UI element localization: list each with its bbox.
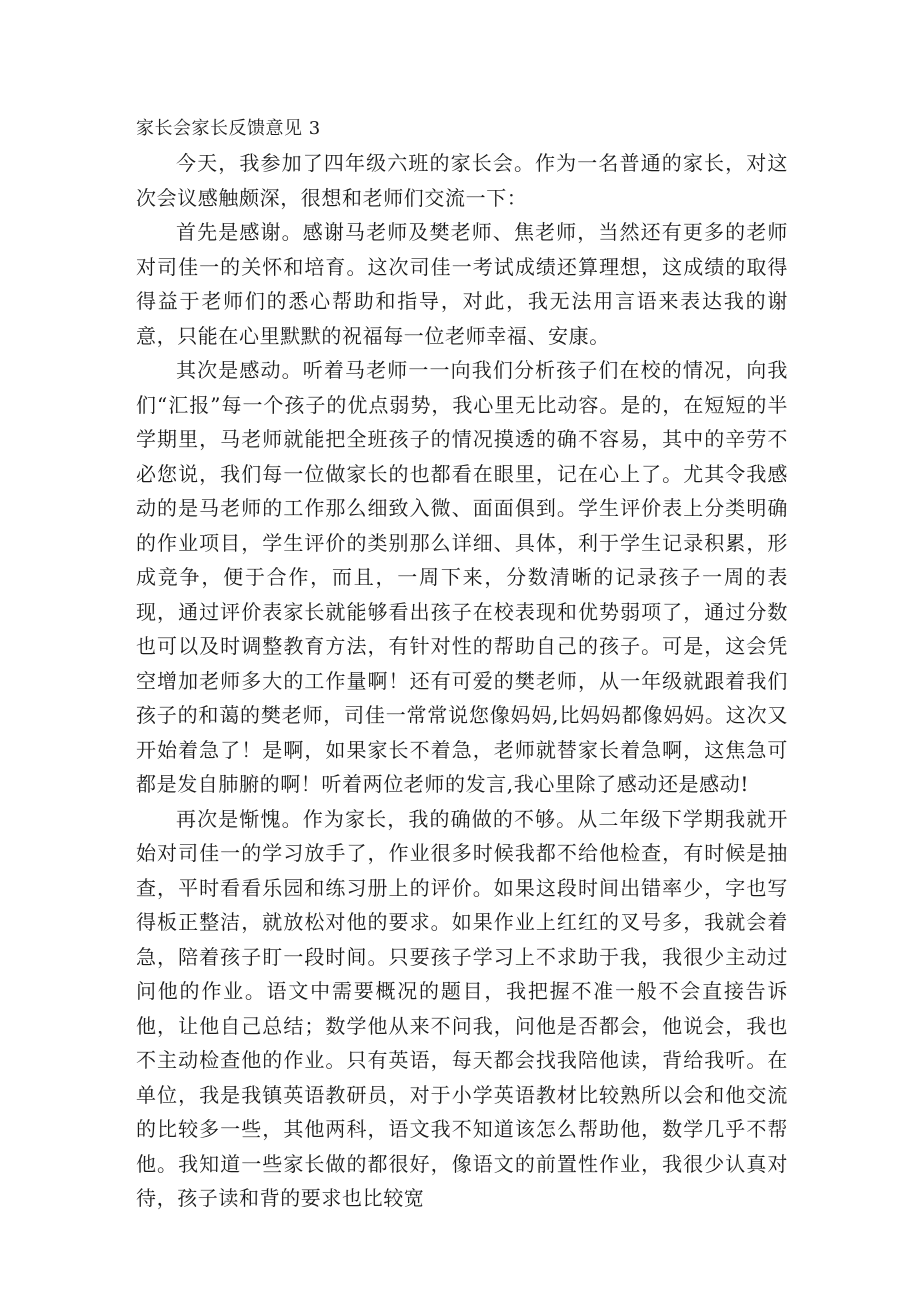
document-title: 家长会家长反馈意见 3 bbox=[136, 118, 321, 139]
paragraph-moved: 其次是感动。听着马老师一一向我们分析孩子们在校的情况，向我们“汇报”每一个孩子的优点弱势，我心里无比动容。是的，在短短的半学期里，马老师就能把全班孩子的情况摸透的确不容易，其中的辛劳不必您说，我们每一位做家长的也都看在眼里，记在心上了。尤其令我感动的是马老师的工作那么细致入微、面面俱到。学生评价表上分类明确的作业项目，学生评价的类别那么详细、具体，利于学生记录积累，形成竞争，便于合作，而且，一周下来，分数清晰的记录孩子一周的表现，通过评价表家长就能够看出孩子在校表现和优势弱项了，通过分数也可以及时调整教育方法，有针对性的帮助自己的孩子。可是，这会凭空增加老师多大的工作量啊！还有可爱的樊老师，从一年级就跟着我们孩子的和蔼的樊老师，司佳一常常说您像妈妈,比妈妈都像妈妈。这次又开始着急了！是啊，如果家长不着急，老师就替家长着急啊，这焦急可都是发自肺腑的啊！听着两位老师的发言,我心里除了感动还是感动! bbox=[136, 358, 788, 796]
document-page bbox=[136, 112, 788, 1216]
paragraph-ashamed: 再次是惭愧。作为家长，我的确做的不够。从二年级下学期我就开始对司佳一的学习放手了，作业很多时候我都不给他检查，有时候是抽查，平时看看乐园和练习册上的评价。如果这段时间出错率少，字也写得板正整洁，就放松对他的要求。如果作业上红红的叉号多，我就会着急，陪着孩子盯一段时间。只要孩子学习上不求助于我，我很少主动过问他的作业。语文中需要概况的题目，我把握不准一般不会直接告诉他，让他自己总结；数学他从来不问我，问他是否都会，他说会，我也不主动检查他的作业。只有英语，每天都会找我陪他读，背给我听。在单位，我是我镇英语教研员，对于小学英语教材比较熟所以会和他交流的比较多一些，其他两科，语文我不知道该怎么帮助他，数学几乎不帮他。我知道一些家长做的都很好，像语文的前置性作业，我很少认真对待，孩子读和背的要求也比较宽 bbox=[136, 806, 788, 1210]
paragraph-gratitude: 首先是感谢。感谢马老师及樊老师、焦老师，当然还有更多的老师对司佳一的关怀和培育。这次司佳一考试成绩还算理想，这成绩的取得得益于老师们的悉心帮助和指导，对此，我无法用言语来表达我的谢意，只能在心里默默的祝福每一位老师幸福、安康。 bbox=[136, 220, 788, 348]
paragraph-intro: 今天，我参加了四年级六班的家长会。作为一名普通的家长，对这次会议感触颇深，很想和老师们交流一下： bbox=[136, 151, 788, 210]
